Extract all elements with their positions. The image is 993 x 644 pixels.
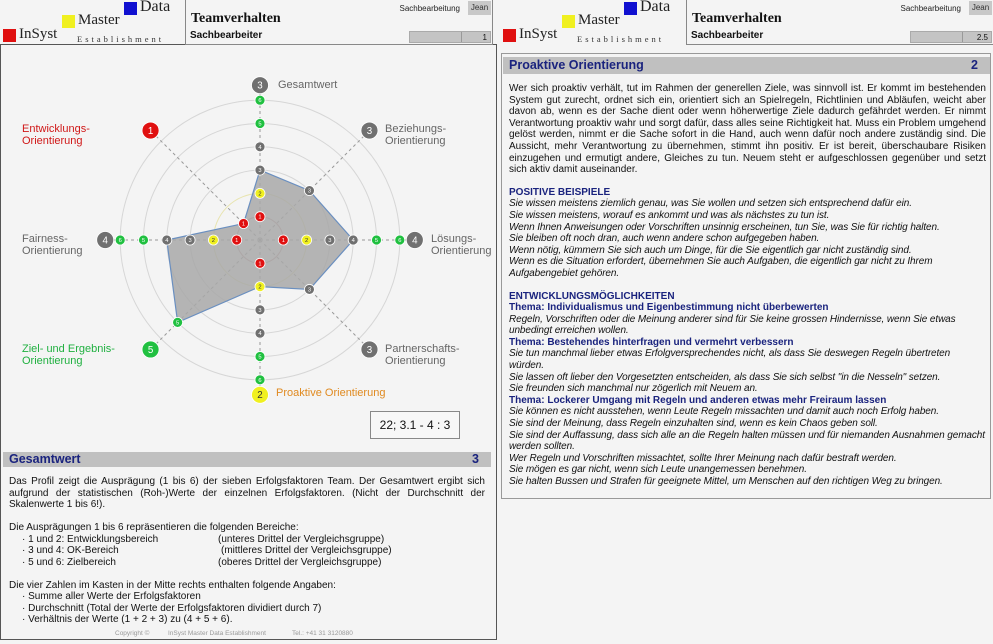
level-marker-label: 5	[141, 238, 146, 244]
level-marker-label: 6	[398, 238, 402, 244]
level-marker-label: 5	[258, 354, 262, 361]
axis-label-entwicklungs: Entwicklungs- Orientierung	[22, 123, 90, 147]
role-label: Sachbearbeitung	[399, 4, 460, 13]
logo-master: Master	[78, 12, 120, 28]
axis-label-loesungs: Lösungs- Orientierung	[431, 233, 492, 257]
logo-insyst: InSyst	[19, 26, 58, 42]
radar-chart	[0, 0, 497, 450]
example-line: Sie wissen meistens ziemlich genau, was Sie wollen und setzen sich entsprechend dafür ein.	[509, 198, 912, 210]
footer-company: InSyst Master Data Establishment	[168, 629, 266, 637]
page-title: Teamverhalten	[191, 11, 281, 26]
axis-value-badge-label: 1	[147, 125, 154, 137]
axis-label-proaktiv: Proaktive Orientierung	[276, 387, 386, 399]
theme-line: Sie sind der Auffassung, dass sich alle an die Regeln halten müssen und für niemanden Ausnahmen gemacht werden sollten.	[509, 429, 985, 453]
gesamt-text-column	[9, 476, 485, 638]
section-title: Gesamtwert	[9, 452, 81, 466]
axis-label-fairness: Fairness- Orientierung	[22, 233, 83, 257]
theme-title: Thema: Individualismus und Eigenbestimmung nicht überbewerten	[509, 302, 829, 314]
level-marker-label: 2	[304, 238, 309, 244]
level-marker-label: 3	[188, 238, 192, 244]
logo-establishment: Establishment	[577, 34, 665, 44]
level-marker-label: 2	[211, 238, 216, 244]
theme-line: Sie sind der Meinung, dass Regeln einzuhalten sind, wenn es kein Chaos geben soll.	[509, 418, 878, 430]
value-marker-label: 5	[176, 320, 180, 327]
axis-value-badge-label: 2	[257, 390, 263, 402]
proaktiv-text-column	[509, 83, 986, 488]
range-item: · 5 und 6: Zielbereich (oberes Drittel der Vergleichsgruppe)	[22, 556, 382, 568]
section-header-gesamtwert	[3, 452, 491, 467]
axis-label-ziel: Ziel- und Ergebnis- Orientierung	[22, 343, 115, 367]
example-line: Wenn Ihnen Anweisungen oder Vorschriften unsinnig erscheinen, tun Sie, was Sie für richtig halten.	[509, 221, 940, 233]
footer-copyright: Copyright ©	[115, 629, 150, 637]
level-marker-label: 1	[235, 238, 239, 244]
level-marker-label: 1	[281, 238, 285, 244]
value-marker-label: 3	[307, 287, 312, 294]
range-item: · 3 und 4: OK-Bereich (mittleres Drittel der Vergleichsgruppe)	[22, 545, 392, 556]
level-marker-label: 6	[258, 98, 262, 105]
section-header-proaktiv	[503, 57, 990, 74]
level-marker-label: 3	[328, 238, 332, 244]
role-label: Sachbearbeitung	[900, 4, 961, 13]
level-marker-label: 2	[258, 284, 262, 291]
section-number: 3	[472, 452, 479, 466]
right-title-box	[686, 0, 993, 45]
example-line: Wenn nötig, kümmern Sie sich auch um Dinge, für die Sie eigentlich gar nicht zuständig sind.	[509, 244, 912, 256]
footer-tel: Tel.: +41 31 3120880	[292, 629, 353, 637]
value-marker-label: 3	[307, 188, 312, 195]
section-title: Proaktive Orientierung	[509, 58, 644, 72]
theme-line: Regeln, Vorschriften oder die Meinung anderer sind für Sie keine grossen Hindernisse, wenn Sie etwas unbedingt erreichen wollen.	[509, 313, 956, 337]
example-line: Sie wissen meistens, worauf es ankommt und was als nächstes zu tun ist.	[509, 209, 830, 221]
page-number: 2.5	[976, 33, 988, 42]
theme-line: Sie mögen es gar nicht, wenn sich Leute unangemessen benehmen.	[509, 464, 807, 476]
logo-data: Data	[140, 0, 171, 15]
theme-title: Thema: Lockerer Umgang mit Regeln und anderen etwas mehr Freiraum lassen	[509, 394, 887, 406]
list-item: · Verhältnis der Werte (1 + 2 + 3) zu (4 + 5 + 6).	[22, 614, 233, 625]
axis-value-badge-label: 4	[102, 235, 108, 247]
example-line: Wenn es die Situation erfordert, übernehmen Sie auch Aufgaben, die eigentlich gar nicht zu Ihrem Aufgabengebiet gehören.	[509, 256, 933, 279]
gesamt-paragraph-1: Das Profil zeigt die Ausprägung (1 bis 6) der sieben Erfolgsfaktoren Team. Der Gesamtwert ergibt sich aufgrund der statistischen (Roh-)Werte der einzelnen Erfolgsfaktoren. (Nicht der Durchschnitt der Skalenwerte 1 bis 6!).	[9, 476, 485, 510]
page-number: 1	[482, 33, 487, 42]
axis-value-badge-label: 4	[412, 235, 418, 247]
logo-master: Master	[578, 12, 620, 28]
level-marker-label: 4	[165, 238, 169, 244]
logo-establishment: Establishment	[77, 34, 165, 44]
level-marker-label: 4	[258, 331, 262, 338]
summary-box: 22; 3.1 - 4 : 3	[370, 411, 460, 439]
development-title: ENTWICKLUNGSMÖGLICHKEITEN	[509, 290, 675, 302]
axis-value-badge-label: 3	[366, 344, 373, 356]
level-marker-label: 3	[258, 168, 262, 175]
page-subtitle: Sachbearbeiter	[190, 30, 263, 41]
logo-insyst: InSyst	[519, 26, 558, 42]
level-marker-label: 3	[258, 307, 262, 314]
theme-line: Sie freunden sich manchmal nur zögerlich mit Neuem an.	[509, 383, 758, 395]
positive-title: POSITIVE BEISPIELE	[509, 186, 611, 198]
user-button[interactable]: Jean	[969, 1, 992, 15]
level-marker-label: 5	[374, 238, 379, 244]
axis-value-badge-label: 3	[257, 80, 263, 92]
level-marker-label: 4	[351, 238, 355, 244]
list-item: · Durchschnitt (Total der Werte der Erfolgsfaktoren dividiert durch 7)	[22, 602, 322, 614]
example-line: Sie bleiben oft noch dran, auch wenn andere schon aufgegeben haben.	[509, 233, 820, 245]
theme-title: Thema: Bestehendes hinterfragen und vermehrt verbessern	[509, 336, 794, 348]
level-marker-label: 4	[258, 144, 262, 151]
page-title: Teamverhalten	[692, 11, 782, 26]
theme-line: Sie halten Bussen und Strafen für geeignete Mittel, um Menschen auf den richtigen Weg zu bringen.	[509, 476, 943, 487]
page-subtitle: Sachbearbeiter	[691, 30, 764, 41]
theme-line: Sie können es nicht ausstehen, wenn Leute Regeln missachten und damit auch noch Erfolg haben.	[509, 406, 939, 418]
user-button[interactable]: Jean	[468, 1, 491, 15]
footer	[9, 629, 485, 638]
proaktiv-intro: Wer sich proaktiv verhält, tut im Rahmen der generellen Ziele, was sinnvoll ist. Er kommt im bestehenden System gut zurecht, ordnet sich ein, orientiert sich an Spielregeln, Richtlinien und Abläufen, weicht aber davon ab, wenn es der Sache dient oder wenn höherwertige Ziele dadurch gefährdet werden. Er nimmt Verantwortung proaktiv wahr und sorgt dafür, dass alles seine Richtigkeit hat. Muss ein Problem umgehend gelöst werden, nimmt er die Sache sofort in die Hand, auch wenn dafür noch andere zuständig sind. Die Aussicht, mehr Verantwortung zu übernehmen, stimmt ihn positiv. Er ist bereit, überschaubare Risiken einzugehen und ermutigt andere, Gleiches zu tun. Neuem steht er aufgeschlossen gegenüber und setzt sich aktiv damit auseinander.	[509, 83, 986, 176]
axis-label-beziehungs: Beziehungs- Orientierung	[385, 123, 447, 147]
list-item: · Summe aller Werte der Erfolgsfaktoren	[22, 591, 201, 602]
level-marker-label: 1	[258, 261, 262, 268]
axis-value-badge-label: 3	[366, 125, 373, 137]
section-number: 2	[971, 58, 978, 72]
axis-label-partnerschafts: Partnerschafts- Orientierung	[385, 343, 460, 367]
gesamt-paragraph-3: Die vier Zahlen im Kasten in der Mitte rechts enthalten folgende Angaben:	[9, 579, 336, 591]
level-marker-label: 6	[118, 238, 122, 244]
value-marker-label: 1	[241, 221, 246, 228]
page-progress	[910, 31, 992, 43]
logo-blue-square	[624, 2, 637, 15]
logo-data: Data	[640, 0, 671, 15]
axis-value-badge-label: 5	[147, 344, 154, 356]
level-marker-label: 1	[258, 214, 262, 221]
theme-line: Sie lassen oft lieber den Vorgesetzten entscheiden, als dass Sie sich selbst "in die Nesseln" setzen.	[509, 371, 941, 383]
theme-line: Sie tun manchmal lieber etwas Erfolgversprechendes nicht, als dass Sie deswegen Regeln übertreten würden.	[509, 348, 951, 372]
level-marker-label: 5	[258, 121, 262, 128]
range-item: · 1 und 2: Entwicklungsbereich (unteres Drittel der Vergleichsgruppe)	[22, 533, 385, 545]
logo-red-square	[503, 29, 516, 42]
axis-label-gesamtwert: Gesamtwert	[278, 79, 338, 91]
theme-line: Wer Regeln und Vorschriften missachtet, sollte Ihrer Meinung nach dafür bestraft werden.	[509, 452, 897, 464]
level-marker-label: 6	[258, 377, 262, 384]
level-marker-label: 2	[258, 191, 262, 198]
gesamt-paragraph-2: Die Ausprägungen 1 bis 6 repräsentieren die folgenden Bereiche:	[9, 522, 299, 533]
logo-yellow-square	[562, 15, 575, 28]
